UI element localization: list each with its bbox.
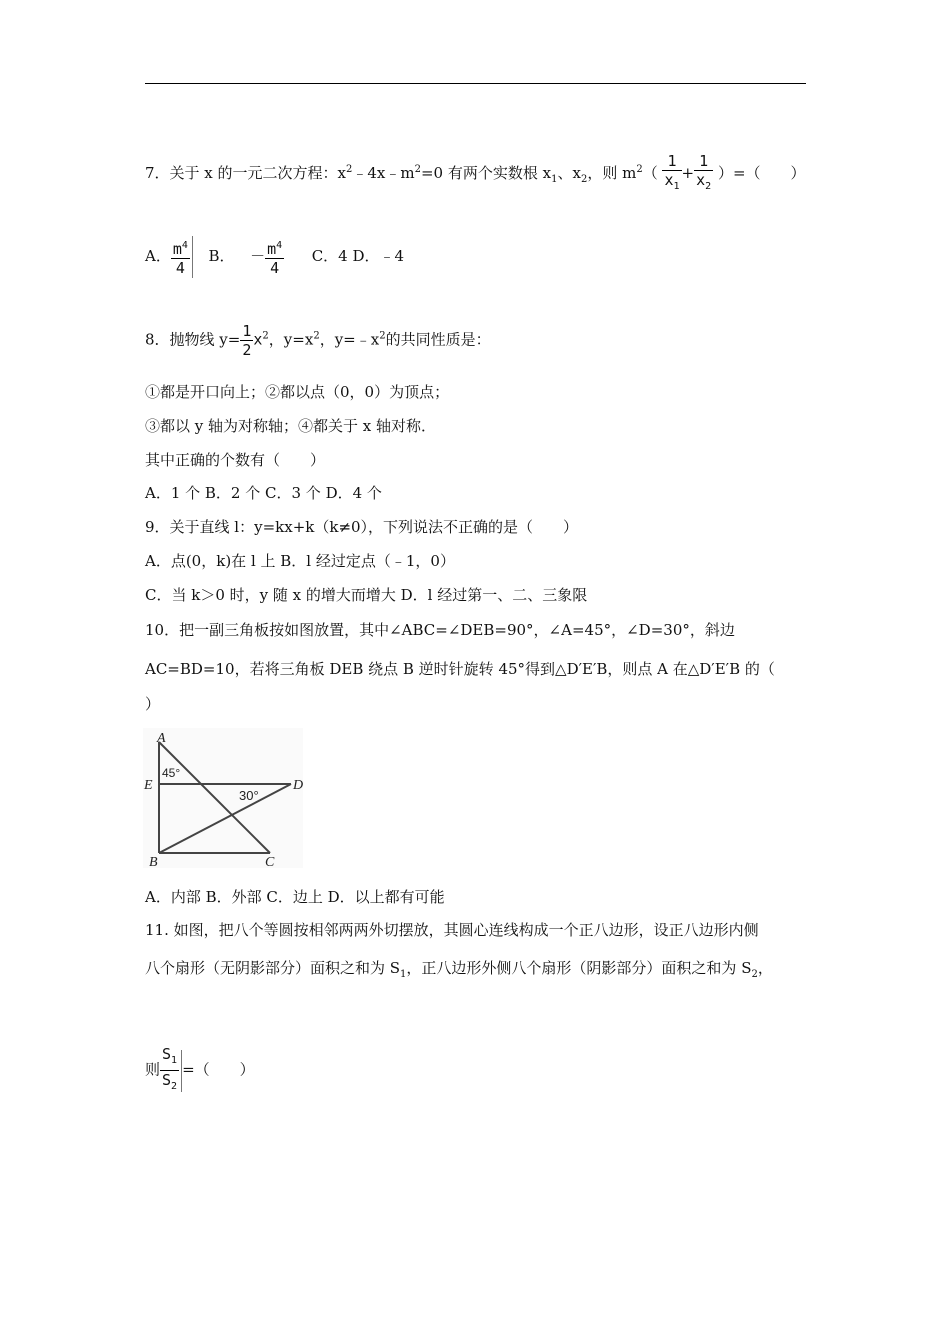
q8-text: 8．抛物线 y= bbox=[145, 330, 241, 349]
label-C: C bbox=[265, 855, 275, 868]
frac-den-text: x bbox=[664, 171, 674, 189]
label-A: A bbox=[157, 731, 166, 746]
q11-sub: 2 bbox=[751, 969, 758, 980]
q8-statement-1: ①都是开口向上；②都以点（0，0）为顶点； bbox=[145, 383, 450, 401]
q8-sup: 2 bbox=[262, 330, 269, 342]
q9-options-cd: C．当 k＞0 时，y 随 x 的增大而增大 D．l 经过第一、二、三象限 bbox=[145, 586, 588, 604]
frac-numerator: 1 bbox=[242, 322, 252, 340]
option-a-label: A． bbox=[145, 247, 171, 265]
option-b-fraction bbox=[265, 237, 284, 277]
q7-text: 、x bbox=[557, 164, 581, 182]
triangle-figure bbox=[143, 728, 303, 868]
q8-sup: 2 bbox=[313, 330, 320, 342]
q7-plus: + bbox=[681, 164, 695, 182]
q7-sup: 2 bbox=[636, 164, 643, 175]
q8-stem bbox=[145, 322, 491, 359]
q7-text: ，则 m bbox=[587, 164, 637, 182]
frac-denominator bbox=[662, 171, 681, 196]
q11-text: 八个扇形（无阴影部分）面积之和为 S bbox=[145, 959, 401, 977]
q7-text: =0 有两个实数根 x bbox=[420, 164, 552, 182]
q11-fraction bbox=[160, 1045, 179, 1096]
q7-sup: 2 bbox=[414, 164, 421, 175]
label-B: B bbox=[149, 855, 158, 868]
header-rule bbox=[145, 83, 806, 84]
frac-denominator bbox=[694, 171, 713, 196]
frac-num-text: m bbox=[267, 240, 277, 258]
frac-denominator bbox=[160, 1071, 179, 1096]
frac-numerator bbox=[160, 1045, 179, 1071]
q7-text: （ bbox=[642, 164, 658, 182]
q10-stem-1: 10．把一副三角板按如图放置，其中∠ABC=∠DEB=90°，∠A=45°，∠D=30°，斜边 bbox=[145, 621, 735, 639]
q10-stem-2: AC=BD=10，若将三角板 DEB 绕点 B 逆时针旋转 45°得到△D′E′B，则点 A 在△D′E′B 的（ bbox=[145, 660, 775, 678]
q7-sup: 2 bbox=[346, 164, 353, 175]
q11-text: 则 bbox=[145, 1060, 161, 1079]
q7-sub: 1 bbox=[551, 174, 558, 185]
option-cd: C．4 D．﹣4 bbox=[311, 247, 405, 265]
box-edge bbox=[192, 236, 193, 278]
q8-x: x bbox=[253, 330, 263, 349]
frac-den-sub: 2 bbox=[171, 1081, 178, 1092]
label-angle-45: 45° bbox=[162, 766, 181, 780]
frac-num-sup: 4 bbox=[181, 240, 188, 251]
q7-text: ）=（ ） bbox=[717, 164, 806, 182]
frac-numerator: 1 bbox=[662, 152, 681, 171]
q11-question bbox=[145, 1045, 255, 1096]
q8-text: ，y=﹣x bbox=[319, 330, 380, 349]
q8-text: 的共同性质是： bbox=[385, 330, 491, 349]
q7-sub: 2 bbox=[580, 174, 588, 185]
q8-statement-2: ③都以 y 轴为对称轴；④都关于 x 轴对称． bbox=[145, 417, 437, 435]
frac-den-text: x bbox=[696, 171, 706, 189]
q7-options bbox=[145, 236, 404, 278]
frac-num-sub: 1 bbox=[171, 1055, 178, 1066]
option-a-fraction bbox=[171, 237, 190, 277]
label-angle-30: 30° bbox=[239, 788, 259, 803]
q11-text: ，正八边形外侧八个扇形（阴影部分）面积之和为 S bbox=[406, 959, 752, 977]
q8-question: 其中正确的个数有（ ） bbox=[145, 451, 326, 469]
q8-text: ，y=x bbox=[268, 330, 314, 349]
q7-text: ﹣4x﹣m bbox=[352, 164, 415, 182]
q7-fraction-1 bbox=[662, 152, 681, 196]
q9-stem: 9．关于直线 l：y=kx+k（k≠0），下列说法不正确的是（ ） bbox=[145, 518, 579, 536]
q9-options-ab: A．点(0，k)在 l 上 B．l 经过定点（﹣1，0） bbox=[145, 552, 455, 570]
q10-options: A．内部 B．外部 C．边上 D．以上都有可能 bbox=[145, 888, 445, 906]
q7-stem bbox=[145, 152, 806, 196]
frac-denominator: 2 bbox=[242, 341, 252, 359]
frac-numerator bbox=[265, 237, 284, 259]
option-b-label: B． bbox=[208, 247, 235, 265]
q10-stem-3: ） bbox=[145, 695, 161, 713]
frac-num-sup: 4 bbox=[276, 240, 283, 251]
frac-denominator: 4 bbox=[175, 259, 185, 277]
q11-stem-2 bbox=[145, 958, 773, 985]
q8-options: A．1 个 B．2 个 C．3 个 D．4 个 bbox=[145, 484, 382, 502]
q11-text: ， bbox=[757, 959, 773, 977]
frac-numerator bbox=[171, 237, 190, 259]
q11-sub: 1 bbox=[400, 969, 407, 980]
q11-text: =（ ） bbox=[182, 1060, 255, 1079]
frac-num-text: m bbox=[172, 240, 182, 258]
label-D: D bbox=[293, 778, 303, 793]
q7-text: 7．关于 x 的一元二次方程：x bbox=[145, 164, 346, 182]
frac-den-text: S bbox=[162, 1071, 172, 1089]
frac-numerator: 1 bbox=[694, 152, 713, 171]
label-E: E bbox=[144, 778, 153, 793]
frac-den-sub: 2 bbox=[705, 181, 712, 192]
q8-sup: 2 bbox=[379, 330, 386, 342]
frac-denominator: 4 bbox=[270, 259, 280, 277]
option-b-negative: － bbox=[250, 247, 266, 265]
frac-den-sub: 1 bbox=[673, 181, 680, 192]
frac-num-text: S bbox=[162, 1045, 172, 1063]
q7-fraction-2 bbox=[694, 152, 713, 196]
q8-fraction bbox=[240, 322, 253, 359]
q11-stem-1: 11. 如图，把八个等圆按相邻两两外切摆放，其圆心连线构成一个正八边形，设正八边形内侧 bbox=[145, 921, 759, 939]
